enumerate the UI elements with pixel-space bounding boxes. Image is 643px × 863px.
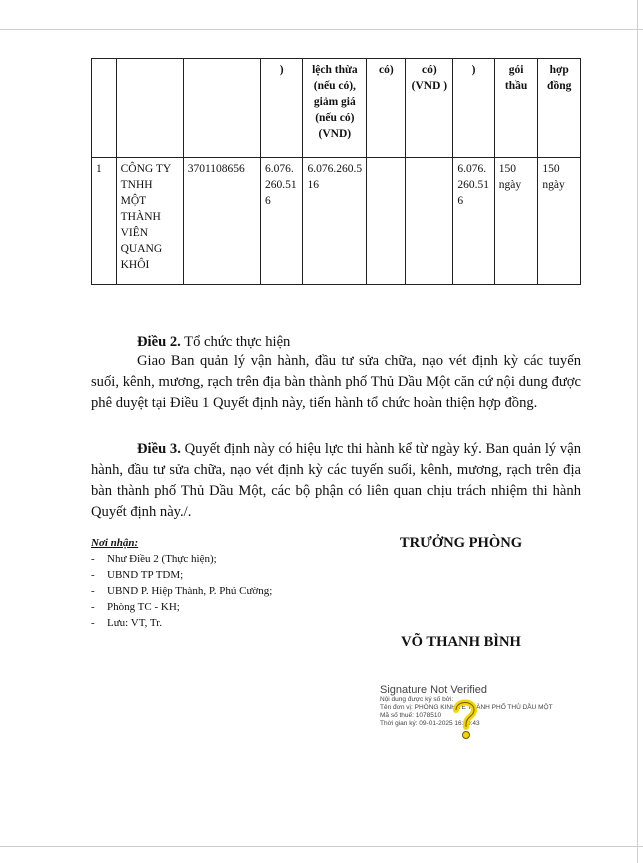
article-2-label: Điều 2. xyxy=(137,334,181,350)
signature-unverified-icon xyxy=(448,696,482,740)
page-top-edge xyxy=(0,29,643,30)
recipients-title: Nơi nhận: xyxy=(91,537,139,549)
signature-line: Nội dung được ký số bởi: xyxy=(380,696,454,703)
list-item: - Lưu: VT, Tr. xyxy=(91,615,351,631)
list-item: - UBND P. Hiệp Thành, P. Phú Cường; xyxy=(91,583,351,599)
empty-cell xyxy=(406,158,453,285)
contract-price-cell: 6.076.260.516 xyxy=(453,158,494,285)
list-item: - Như Điều 2 (Thực hiện); xyxy=(91,551,351,567)
tax-code-cell: 3701108656 xyxy=(183,158,260,285)
header-cell: ) xyxy=(453,59,494,158)
table-header-row xyxy=(92,59,581,158)
article-3-paragraph xyxy=(91,439,581,523)
bid-price-cell: 6.076.260.516 xyxy=(260,158,303,285)
signer-name: VÕ THANH BÌNH xyxy=(401,634,521,650)
row-number-cell: 1 xyxy=(92,158,117,285)
page-right-edge xyxy=(637,0,638,863)
signature-line: Tên đơn vị: PHÒNG KINH TẾ THÀNH PHỐ THỦ DẦU MỘT xyxy=(380,704,553,711)
header-cell: lệch thừa (nếu có), giảm giá (nếu có) (VND) xyxy=(303,59,367,158)
page-bottom-edge xyxy=(0,846,643,847)
article-3-label: Điều 3. xyxy=(137,441,181,457)
header-cell xyxy=(116,59,183,158)
signer-position: TRƯỞNG PHÒNG xyxy=(399,535,523,551)
header-cell: có) xyxy=(367,59,406,158)
contract-duration-cell: 150 ngày xyxy=(538,158,581,285)
article-3-body: Quyết định này có hiệu lực thi hành kể từ ngày ký. Ban quản lý vận hành, đầu tư sửa chữa, nạo vét định kỳ các tuyến suối, kênh, mương, rạch trên địa bàn thành phố Thủ Dầu Một, các bộ phận có liên quan chịu trách nhiệm thi hành Quyết định này./. xyxy=(91,441,582,520)
bid-result-table xyxy=(91,58,581,285)
header-cell xyxy=(92,59,117,158)
empty-cell xyxy=(367,158,406,285)
recipients-block xyxy=(91,535,351,631)
corrected-price-cell: 6.076.260.516 xyxy=(303,158,367,285)
header-cell: gói thầu xyxy=(494,59,538,158)
package-duration-cell: 150 ngày xyxy=(494,158,538,285)
signature-line: Thời gian ký: 09-01-2025 16:00:43 xyxy=(380,720,480,727)
article-2-heading xyxy=(91,332,581,353)
header-cell: hợp đồng xyxy=(538,59,581,158)
recipients-list xyxy=(91,551,351,631)
contractor-name-cell: CÔNG TY TNHH MỘT THÀNH VIÊN QUANG KHÔI xyxy=(116,158,183,285)
table-row xyxy=(92,158,581,285)
header-cell xyxy=(183,59,260,158)
list-item: - UBND TP TDM; xyxy=(91,567,351,583)
signature-status: Signature Not Verified xyxy=(380,684,488,696)
header-cell: ) xyxy=(260,59,303,158)
article-2-title: Tổ chức thực hiện xyxy=(180,334,291,350)
header-cell: có) (VND ) xyxy=(406,59,453,158)
article-2-body: Giao Ban quản lý vận hành, đầu tư sửa chữa, nạo vét định kỳ các tuyến suối, kênh, mương, rạch trên địa bàn thành phố Thủ Dầu Một căn cứ nội dung được phê duyệt tại Điều 1 Quyết định này, tiến hành tổ chức hoàn thiện hợp đồng. xyxy=(91,353,581,411)
list-item: - Phòng TC - KH; xyxy=(91,599,351,615)
signature-line: Mã số thuế: 1078510 xyxy=(380,712,442,719)
